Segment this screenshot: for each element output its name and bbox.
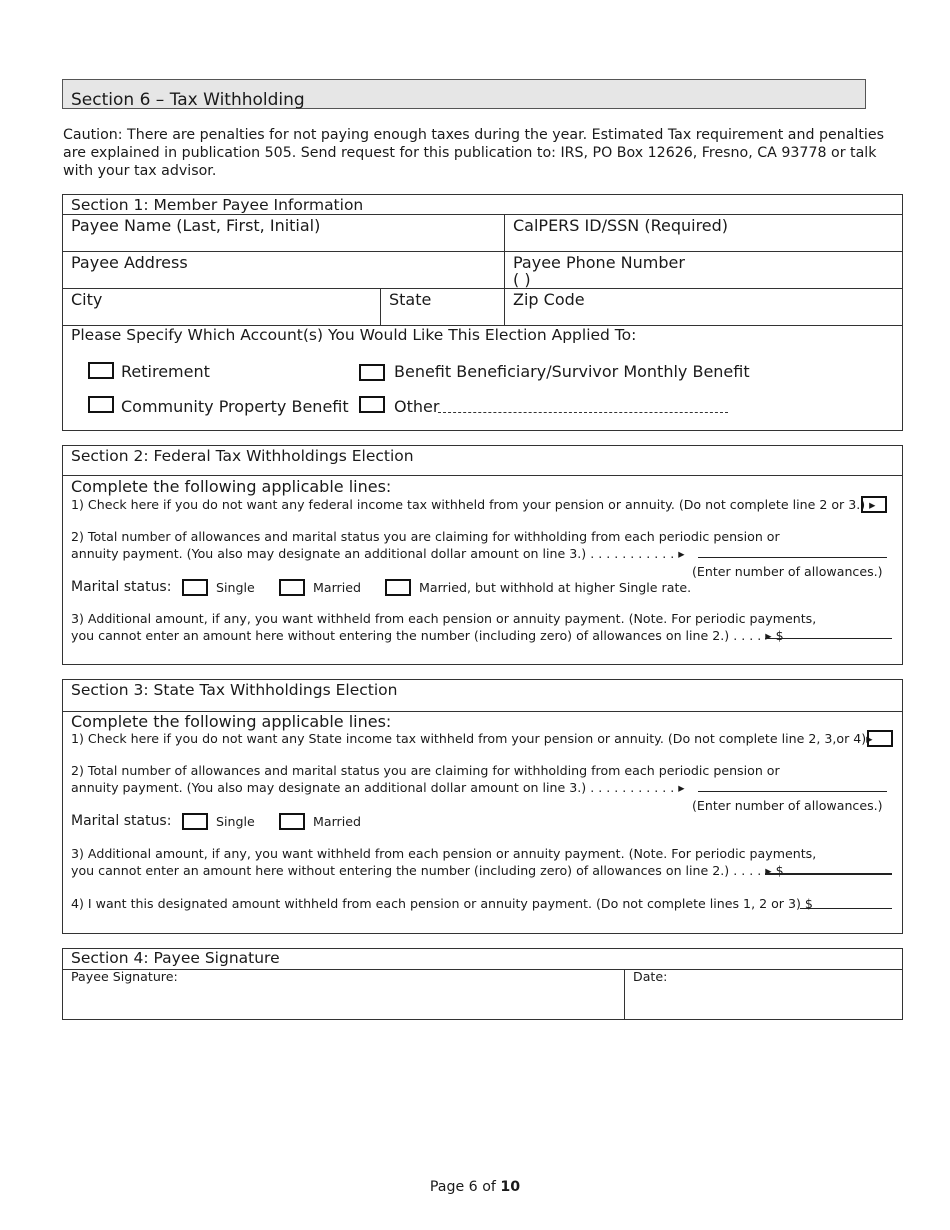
s2-enter-allowances-label: (Enter number of allowances.): [692, 564, 883, 579]
s3-designated-amount-line[interactable]: [800, 908, 892, 909]
retirement-label: Retirement: [121, 362, 210, 381]
s3-line2b-text: annuity payment. (You also may designate an additional dollar amount on line 3.) . . . . . . . . . . . ▸: [71, 780, 685, 795]
section-6-title: Section 6 – Tax Withholding: [71, 90, 305, 110]
s2-single-label: Single: [216, 580, 255, 595]
section-1-title: Section 1: Member Payee Information: [71, 196, 364, 214]
s2-complete-label: Complete the following applicable lines:: [71, 477, 392, 496]
payee-phone-label: Payee Phone Number: [513, 253, 685, 272]
section-3-title: Section 3: State Tax Withholdings Election: [71, 681, 398, 699]
s3-line2a-text: 2) Total number of allowances and marital status you are claiming for withholding from each periodic pension or: [71, 763, 780, 778]
s2-additional-amount-line[interactable]: [765, 638, 892, 639]
zip-label: Zip Code: [513, 290, 585, 309]
benefit-beneficiary-checkbox[interactable]: [359, 364, 385, 381]
section-6-header: [62, 79, 866, 109]
s3-married-checkbox[interactable]: [279, 813, 305, 830]
s2-marital-label: Marital status:: [71, 579, 172, 595]
section-4-box: [62, 948, 903, 1020]
s2-allowances-input-line[interactable]: [698, 557, 887, 558]
s2-married-checkbox[interactable]: [279, 579, 305, 596]
other-input-line[interactable]: [438, 412, 728, 413]
s3-line3b-text: you cannot enter an amount here without entering the number (including zero) of allowances on line 2.) . . . . ▸ $: [71, 863, 784, 878]
section-2-title: Section 2: Federal Tax Withholdings Election: [71, 447, 414, 465]
section-1-box: [62, 194, 903, 431]
retirement-checkbox[interactable]: [88, 362, 114, 379]
community-property-label: Community Property Benefit: [121, 397, 349, 416]
section-2-box: [62, 445, 903, 665]
s3-additional-amount-line[interactable]: [765, 873, 892, 875]
s2-married-label: Married: [313, 580, 361, 595]
s2-no-federal-tax-checkbox[interactable]: [861, 496, 887, 513]
s3-line4-text: 4) I want this designated amount withheld from each pension or annuity payment. (Do not complete lines 1, 2 or 3) $: [71, 896, 813, 911]
s2-line2a-text: 2) Total number of allowances and marital status you are claiming for withholding from each periodic pension or: [71, 529, 780, 544]
payee-signature-field[interactable]: [64, 987, 622, 1017]
payee-name-label: Payee Name (Last, First, Initial): [71, 216, 321, 235]
s2-married-higher-checkbox[interactable]: [385, 579, 411, 596]
s3-no-state-tax-checkbox[interactable]: [867, 730, 893, 747]
specify-accounts-label: Please Specify Which Account(s) You Would Like This Election Applied To:: [71, 326, 637, 344]
s3-single-checkbox[interactable]: [182, 813, 208, 830]
s2-single-checkbox[interactable]: [182, 579, 208, 596]
date-field[interactable]: [626, 987, 900, 1017]
s2-line2b-text: annuity payment. (You also may designate an additional dollar amount on line 3.) . . . . . . . . . . . ▸: [71, 546, 685, 561]
phone-area-code: ( ): [513, 270, 531, 289]
section-3-box: [62, 679, 903, 934]
page-total: 10: [500, 1179, 521, 1195]
benefit-beneficiary-label: Benefit Beneficiary/Survivor Monthly Benefit: [394, 362, 750, 381]
s2-married-higher-label: Married, but withhold at higher Single rate.: [419, 580, 692, 595]
other-label: Other: [394, 397, 440, 416]
payee-address-label: Payee Address: [71, 253, 188, 272]
other-checkbox[interactable]: [359, 396, 385, 413]
city-label: City: [71, 290, 103, 309]
s3-marital-label: Marital status:: [71, 813, 172, 829]
s3-line1-text: 1) Check here if you do not want any State income tax withheld from your pension or annuity. (Do not complete line 2, 3,or 4)▸: [71, 731, 873, 746]
calpers-id-label: CalPERS ID/SSN (Required): [513, 216, 729, 235]
s3-line3a-text: 3) Additional amount, if any, you want withheld from each pension or annuity payment. (Note. For periodic payments,: [71, 846, 817, 861]
s2-line3a-text: 3) Additional amount, if any, you want withheld from each pension or annuity payment. (Note. For periodic payments,: [71, 611, 817, 626]
state-label: State: [389, 290, 432, 309]
payee-signature-label: Payee Signature:: [71, 969, 178, 984]
s3-complete-label: Complete the following applicable lines:: [71, 712, 392, 731]
s3-married-label: Married: [313, 814, 361, 829]
s3-single-label: Single: [216, 814, 255, 829]
date-label: Date:: [633, 969, 668, 984]
caution-text: Caution: There are penalties for not paying enough taxes during the year. Estimated Tax requirement and penalties are explained in publication 505. Send request for this publication to: IRS, PO Box 12626, Fresno, CA 93778 or talk with your tax advisor.: [63, 127, 884, 179]
s2-line1-text: 1) Check here if you do not want any federal income tax withheld from your pension or annuity. (Do not complete line 2 or 3.) ▸: [71, 497, 876, 512]
community-property-checkbox[interactable]: [88, 396, 114, 413]
page-number-prefix: Page 6 of: [429, 1179, 501, 1195]
s3-allowances-input-line[interactable]: [698, 791, 887, 792]
s2-line3b-text: you cannot enter an amount here without entering the number (including zero) of allowances on line 2.) . . . . ▸ $: [71, 628, 784, 643]
s3-enter-allowances-label: (Enter number of allowances.): [692, 798, 883, 813]
page-footer: [0, 1179, 950, 1195]
section-4-title: Section 4: Payee Signature: [71, 949, 280, 967]
